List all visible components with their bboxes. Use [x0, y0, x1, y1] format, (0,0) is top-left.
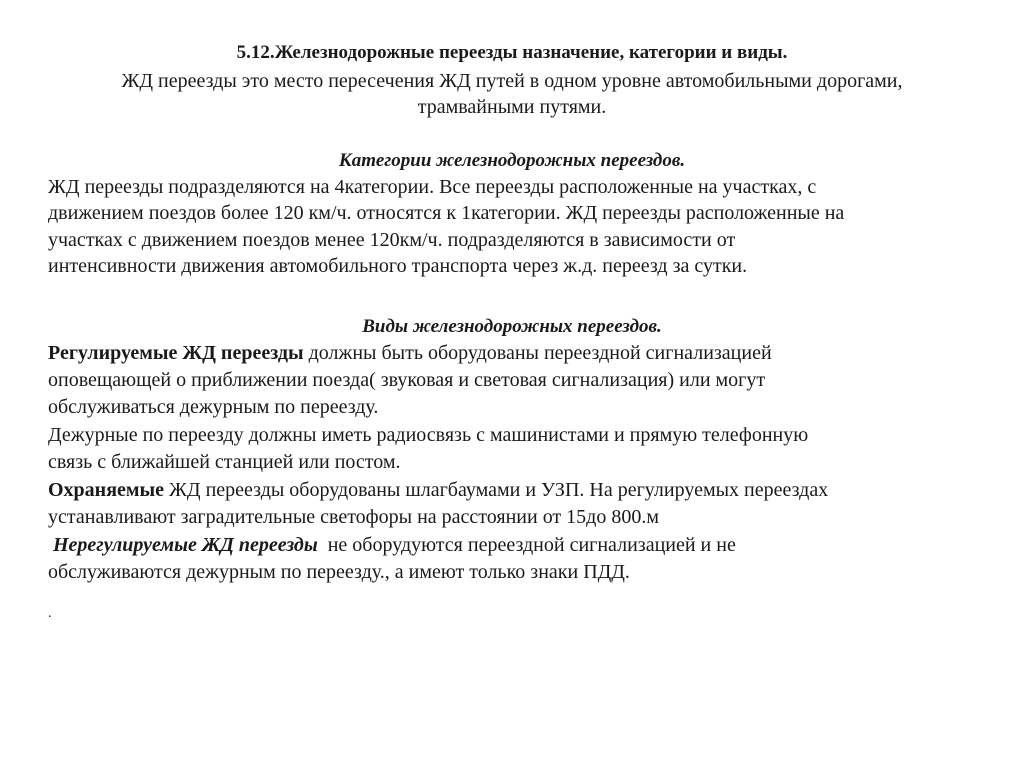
categories-heading: Категории железнодорожных переездов. — [338, 150, 686, 171]
categories-line-1: ЖД переезды подразделяются на 4категории. Все переезды расположенные на участках, с — [48, 176, 817, 198]
trailing-mark: . — [48, 606, 52, 621]
document-title: 5.12.Железнодорожные переезды назначение, категории и виды. — [236, 42, 788, 63]
regulated-line-1-rest: должны быть оборудованы переездной сигнализацией — [303, 342, 772, 364]
categories-line-3: участках с движением поездов менее 120км/ч. подразделяются в зависимости от — [48, 229, 736, 251]
regulated-line-3: обслуживаться дежурным по переезду. — [48, 396, 379, 418]
categories-line-2: движением поездов более 120 км/ч. относятся к 1категории. ЖД переезды расположенные на — [48, 202, 845, 224]
regulated-line-1 — [48, 340, 772, 366]
intro-line-2: трамвайными путями. — [417, 96, 607, 118]
guarded-line-1 — [48, 477, 828, 503]
unregulated-line-2: обслуживаются дежурным по переезду., а имеют только знаки ПДД. — [48, 561, 630, 583]
unregulated-line-1-rest: не оборудуются переездной сигнализацией и не — [317, 534, 736, 556]
guarded-line-1-rest: ЖД переезды оборудованы шлагбаумами и УЗП. На регулируемых переездах — [164, 479, 829, 501]
duty-line-1: Дежурные по переезду должны иметь радиосвязь с машинистами и прямую телефонную — [48, 424, 809, 446]
regulated-line-2: оповещающей о приближении поезда( звуковая и световая сигнализация) или могут — [48, 369, 766, 391]
duty-line-2: связь с ближайшей станцией или постом. — [48, 451, 401, 473]
types-heading: Виды железнодорожных переездов. — [362, 316, 662, 337]
unregulated-line-1 — [48, 532, 736, 558]
guarded-term: Охраняемые — [48, 479, 165, 501]
categories-line-4: интенсивности движения автомобильного транспорта через ж.д. переезд за сутки. — [48, 255, 748, 277]
guarded-line-2: устанавливают заградительные светофоры на расстоянии от 15до 800.м — [48, 506, 660, 528]
regulated-term: Регулируемые ЖД переезды — [48, 342, 304, 364]
intro-line-1: ЖД переезды это место пересечения ЖД путей в одном уровне автомобильными дорогами, — [121, 70, 903, 92]
unregulated-term: Нерегулируемые ЖД переезды — [48, 534, 318, 556]
